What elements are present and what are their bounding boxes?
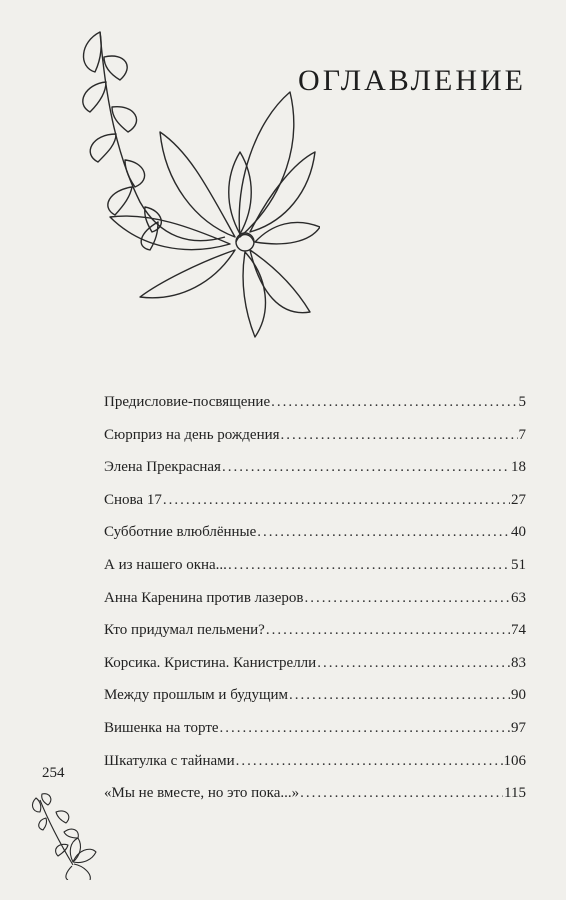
toc-entry-page: 74 xyxy=(511,622,526,639)
toc-entry-page: 97 xyxy=(511,719,526,736)
toc-leader-dots xyxy=(281,426,518,444)
small-flower-illustration xyxy=(28,790,108,880)
toc-leader-dots xyxy=(289,686,510,704)
toc-entry xyxy=(104,491,526,524)
toc-entry xyxy=(104,589,526,622)
toc-entry-title: Предисловие-посвящение xyxy=(104,394,271,410)
toc-entry-page: 90 xyxy=(511,687,526,704)
toc-entry xyxy=(104,426,526,459)
toc-entry-title: Кто придумал пельмени? xyxy=(104,622,265,639)
toc-entry xyxy=(104,719,526,752)
toc-leader-dots xyxy=(257,523,510,541)
toc-entry-title: Анна Каренина против лазеров xyxy=(104,589,304,606)
toc-entry xyxy=(104,523,526,556)
toc-entry-page: 115 xyxy=(504,785,526,802)
toc-leader-dots xyxy=(236,752,503,770)
toc-entry-page: 40 xyxy=(511,524,526,541)
toc-entry xyxy=(104,393,526,426)
toc-leader-dots xyxy=(222,458,510,476)
toc-entry-page: 106 xyxy=(503,752,526,769)
toc-entry xyxy=(104,458,526,491)
toc-entry xyxy=(104,752,526,785)
toc-leader-dots xyxy=(300,784,503,802)
toc-entry xyxy=(104,621,526,654)
toc-entry-title: Снова 17 xyxy=(104,491,162,508)
toc-entry-page: 7 xyxy=(518,426,526,443)
toc-entry xyxy=(104,556,526,589)
toc-leader-dots xyxy=(304,589,510,607)
toc-entry-page: 27 xyxy=(511,491,526,508)
toc-leader-dots xyxy=(163,491,510,509)
toc-entry-title: Субботние влюблённые xyxy=(104,524,257,541)
toc-entry-title: Вишенка на торте xyxy=(104,719,219,736)
toc-entry xyxy=(104,686,526,719)
toc-entry-page: 5 xyxy=(518,394,526,410)
toc-leader-dots xyxy=(228,556,510,574)
page-number: 254 xyxy=(42,765,65,781)
toc-entry-page: 83 xyxy=(511,654,526,671)
toc-entry xyxy=(104,784,526,817)
toc-leader-dots xyxy=(317,654,510,672)
toc-leader-dots xyxy=(220,719,510,737)
toc-entry-page: 63 xyxy=(511,589,526,606)
toc-leader-dots xyxy=(271,393,517,411)
toc-entry-page: 51 xyxy=(511,556,526,573)
toc-entry-title: А из нашего окна... xyxy=(104,556,227,573)
toc-entry xyxy=(104,654,526,687)
toc-entry-title: Между прошлым и будущим xyxy=(104,687,289,704)
toc-leader-dots xyxy=(266,621,510,639)
toc-entry-title: Шкатулка с тайнами xyxy=(104,752,235,769)
toc-entry-title: Элена Прекрасная xyxy=(104,459,221,476)
toc-entry-page: 18 xyxy=(511,459,526,476)
lotus-flower-illustration xyxy=(40,12,320,342)
toc-entry-title: Корсика. Кристина. Канистрелли xyxy=(104,654,317,671)
toc-entry-title: Сюрприз на день рождения xyxy=(104,426,280,443)
page-title: ОГЛАВЛЕНИЕ xyxy=(298,64,526,98)
toc-entry-title: «Мы не вместе, но это пока...» xyxy=(104,785,300,802)
table-of-contents xyxy=(104,393,526,817)
